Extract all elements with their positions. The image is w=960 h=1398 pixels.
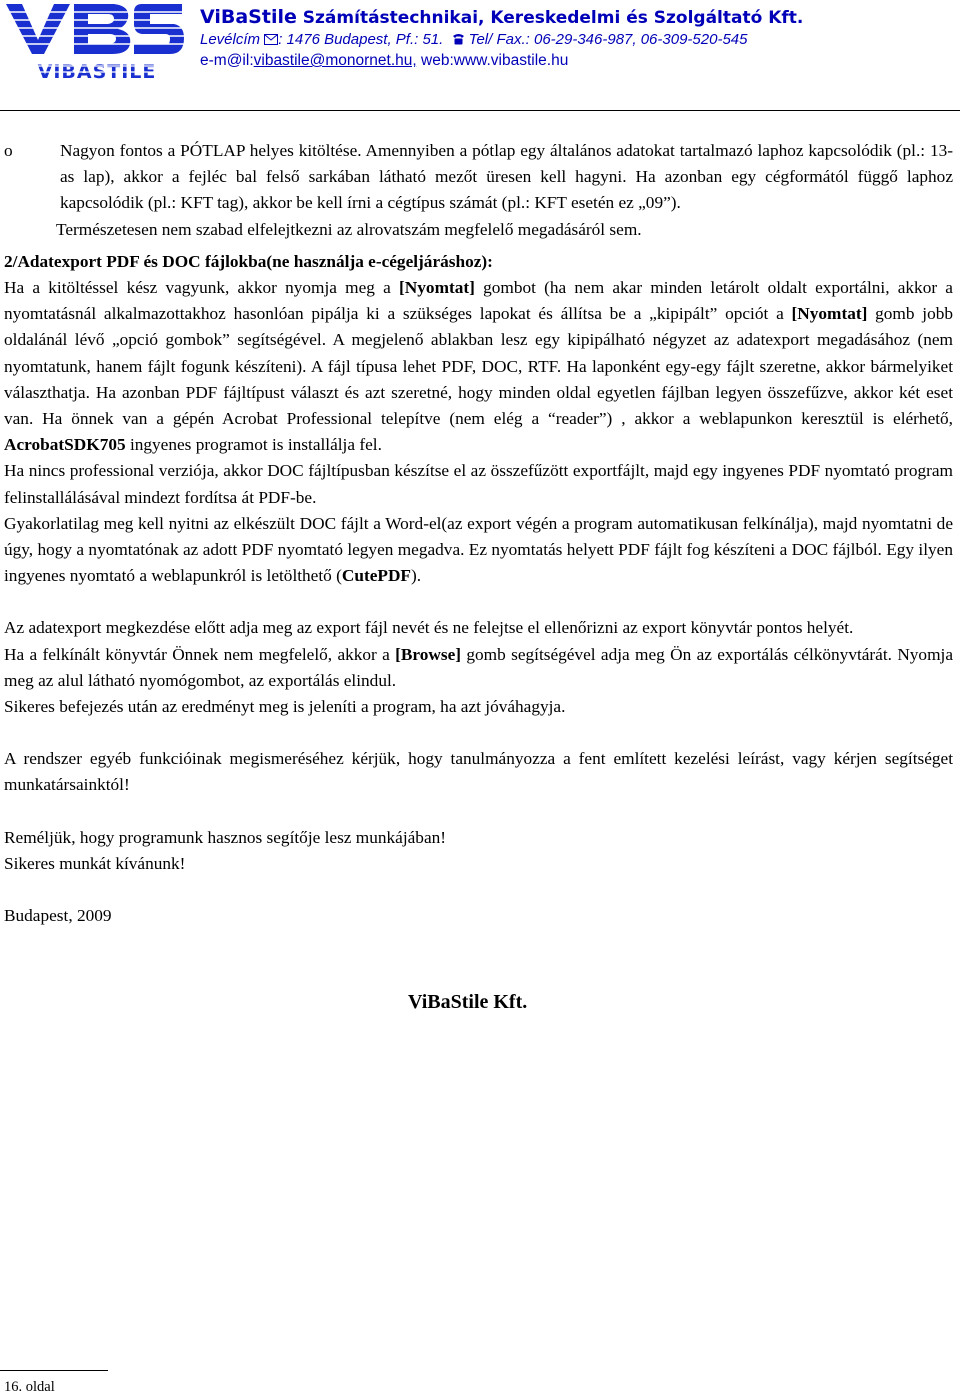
p5-part-c: gomb segítségével adja meg Ön az exportálás célkönyvtárát. Nyomja meg az alul látható nyomógombot, az exportálás elindul. [4, 644, 953, 690]
section-heading: 2/Adatexport PDF és DOC fájlokba(ne használja e-cégeljáráshoz): [4, 251, 493, 271]
p3-cutepdf: CutePDF [341, 566, 411, 586]
paragraph-success: Sikeres befejezés után az eredményt meg is jeleníti a program, ha azt jóváhagyja. [4, 697, 566, 717]
p1-nyomtat-2: [Nyomtat] [791, 304, 868, 324]
company-name-rest: Számítástechnikai, Kereskedelmi és Szolgáltató Kft. [296, 8, 804, 28]
p1-part-c: gombot (ha nem akar minden letárolt oldalt exportálni, akkor a nyomtatásnál alkalmazottakhoz hasonlóan pipálja ki a szükséges lapokat és állítsa be a „kipipált” opciót a [4, 278, 953, 324]
address-label: Levélcím [200, 31, 261, 48]
phone-label: Tel/ Fax. [468, 31, 526, 48]
svg-text:VIBASTILE: VIBASTILE [37, 61, 157, 82]
place-date: Budapest, 2009 [4, 906, 112, 926]
phone-numbers: : 06-29-346-987, 06-309-520-545 [525, 31, 748, 48]
signature: ViBaStile Kft. [408, 991, 528, 1014]
spacer [4, 589, 953, 615]
letterhead [0, 0, 960, 112]
p1-nyomtat-1: [Nyomtat] [399, 278, 475, 298]
email-label: e-m@il: [200, 52, 254, 69]
paragraph-browse [4, 642, 953, 694]
paragraph-other-functions: A rendszer egyéb funkcióinak megismeréséhez kérjük, hogy tanulmányozza a fent említett kezelési leírást, vagy kérjen segítséget munkatársainktól! [4, 749, 953, 795]
company-address [200, 30, 956, 50]
address-text: : 1476 Budapest, Pf.: 51. [278, 31, 444, 48]
bullet-marker: o [4, 141, 13, 160]
paragraph-practical [4, 511, 953, 590]
header-divider [0, 110, 960, 111]
page-number: 16. oldal [4, 1379, 55, 1395]
spacer [4, 720, 953, 746]
p1-acrobat-sdk: AcrobatSDK705 [4, 435, 126, 455]
bullet-item [4, 138, 953, 217]
company-name [200, 6, 956, 29]
p3-part-c: ). [410, 566, 422, 586]
vibastile-logo [4, 2, 186, 82]
closing-line-1: Reméljük, hogy programunk hasznos segítője lesz munkájában! [4, 827, 447, 847]
paragraph-export-name: Az adatexport megkezdése előtt adja meg az export fájl nevét és ne felejtse el ellenőrizni az export könyvtár pontos helyét. [4, 618, 854, 638]
p1-part-a: Ha a kitöltéssel kész vagyunk, akkor nyomja meg a [4, 278, 400, 298]
spacer [4, 877, 953, 903]
p1-part-g: ingyenes programot is installálja fel. [125, 435, 382, 455]
spacer [4, 799, 953, 825]
p3-part-a: Gyakorlatilag meg kell nyitni az elkészült DOC fájlt a Word-el(az export végén a program automatikusan felkínálja), majd nyomtatni de úgy, hogy a nyomtatónak az adott PDF nyomtató legyen megadva. Ez nyomtatás helyett PDF fájlt fog készíteni a DOC fájlból. Egy ilyen ingyenes nyomtató a weblapunkról is letölthető ( [4, 513, 953, 586]
company-brand: ViBaStile [200, 6, 297, 28]
paragraph-export-intro [4, 275, 953, 458]
company-contact [200, 50, 956, 72]
company-info [200, 6, 956, 72]
phone-icon [452, 33, 465, 45]
p5-browse: [Browse] [395, 644, 462, 664]
envelope-icon [264, 34, 278, 45]
website-text: web:www.vibastile.hu [416, 52, 569, 69]
p5-part-a: Ha a felkínált könyvtár Önnek nem megfelelő, akkor a [4, 644, 396, 664]
footer-divider [0, 1370, 108, 1371]
document-body [4, 138, 953, 1015]
email-link[interactable]: vibastile@monornet.hu, [253, 52, 417, 69]
closing-line-2: Sikeres munkát kívánunk! [4, 853, 186, 873]
p1-part-e: gomb jobb oldalánál lévő „opció gombok” segítségével. A megjelenő ablakban lesz egy kipipálható négyzet az adatexport megadásához (nem nyomtatunk, hanem fájlt fogunk készíteni). A fájl típusa lehet PDF, DOC, RTF. Ha laponként egy-egy fájlt szeretne, akkor bármelyiket választhatja. Ha azonban PDF fájltípust választ és azt szeretné, hogy minden oldal egyetlen fájlban legyen összefűzve, akkor két eset van. Ha önnek van a gépén Acrobat Professional telepítve (nem elég a “reader”) , akkor a weblapunkon keresztül is elérhető, [4, 304, 954, 429]
paragraph-no-professional: Ha nincs professional verziója, akkor DOC fájltípusban készítse el az összefűzött exportfájlt, majd egy ingyenes PDF nyomtató program felinstallálásával mindezt fordítsa át PDF-be. [4, 461, 953, 507]
bullet-note: Természetesen nem szabad elfelejtkezni az alrovatszám megfelelő megadásáról sem. [56, 219, 642, 239]
bullet-text: Nagyon fontos a PÓTLAP helyes kitöltése. Amennyiben a pótlap egy általános adatokat tartalmazó laphoz kapcsolódik (pl.: 13-as lap), akkor a fejléc bal felső sarkában látható mezőt üresen kell hagyni. Ha azonban egy cégformától függő laphoz kapcsolódik (pl.: KFT tag), akkor be kell írni a cégtípus számát (pl.: KFT esetén ez „09”). [60, 141, 953, 213]
